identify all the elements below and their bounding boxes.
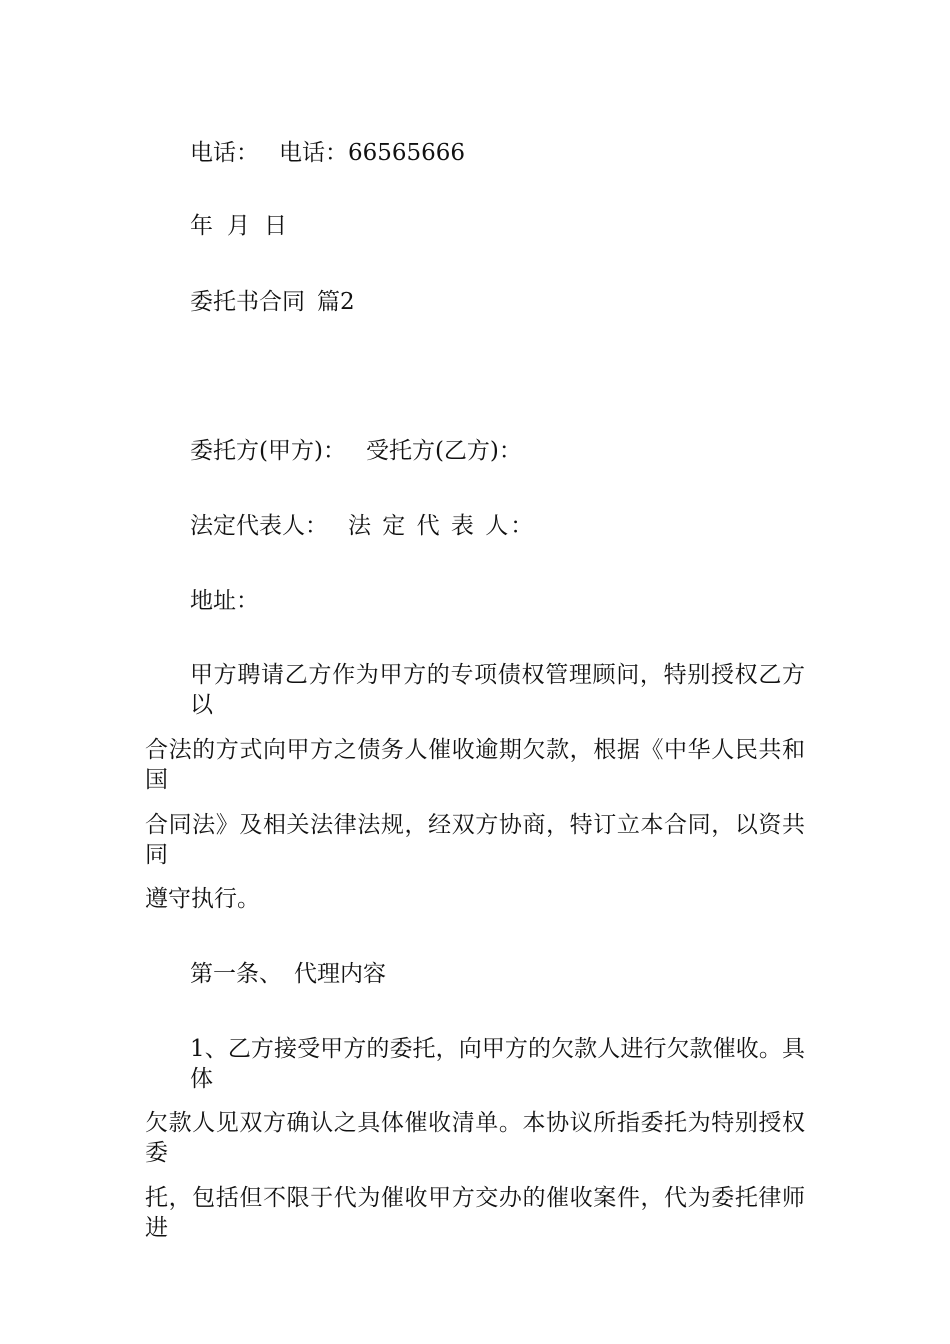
intro-line-3 — [145, 810, 805, 870]
date-year: 年 — [190, 213, 213, 239]
clause1-line-1 — [190, 1034, 805, 1094]
address-label: 地址： — [190, 588, 259, 614]
address-line — [190, 586, 259, 616]
agent-rep-label: 法 定 代 表 人： — [348, 513, 536, 539]
intro-text-4: 遵守执行。 — [145, 886, 260, 912]
section-title: 委托书合同 — [190, 289, 305, 315]
intro-text-1: 甲方聘请乙方作为甲方的专项债权管理顾问，特别授权乙方以 — [190, 662, 805, 718]
phone-line — [190, 138, 465, 168]
date-month: 月 — [227, 213, 250, 239]
article1-title: 代理内容 — [294, 961, 386, 987]
date-day: 日 — [264, 213, 287, 239]
agent-label: 受托方(乙方)： — [365, 438, 522, 464]
parties-line — [190, 436, 522, 466]
clause1-text-2: 欠款人见双方确认之具体催收清单。本协议所指委托为特别授权委 — [145, 1110, 805, 1166]
representatives-line — [190, 511, 535, 541]
intro-line-1 — [190, 660, 805, 720]
section-part: 篇2 — [317, 289, 355, 315]
intro-line-2 — [145, 735, 805, 795]
client-label: 委托方(甲方)： — [190, 438, 346, 464]
clause1-line-3 — [145, 1183, 805, 1243]
phone-label: 电话： — [190, 140, 259, 166]
date-line — [190, 211, 287, 241]
intro-text-2: 合法的方式向甲方之债务人催收逾期欠款，根据《中华人民共和国 — [145, 737, 805, 793]
intro-line-4 — [145, 884, 260, 914]
phone-value: 电话：66565666 — [279, 140, 466, 166]
clause1-text-3: 托，包括但不限于代为催收甲方交办的催收案件，代为委托律师进 — [145, 1185, 805, 1241]
client-rep-label: 法定代表人： — [190, 513, 328, 539]
clause1-line-2 — [145, 1108, 805, 1168]
intro-text-3: 合同法》及相关法律法规，经双方协商，特订立本合同，以资共同 — [145, 812, 805, 868]
section-heading — [190, 287, 355, 317]
article1-number: 第一条、 — [190, 961, 282, 987]
article1-heading — [190, 959, 386, 989]
clause1-text-1: 1、乙方接受甲方的委托，向甲方的欠款人进行欠款催收。具体 — [190, 1036, 805, 1092]
